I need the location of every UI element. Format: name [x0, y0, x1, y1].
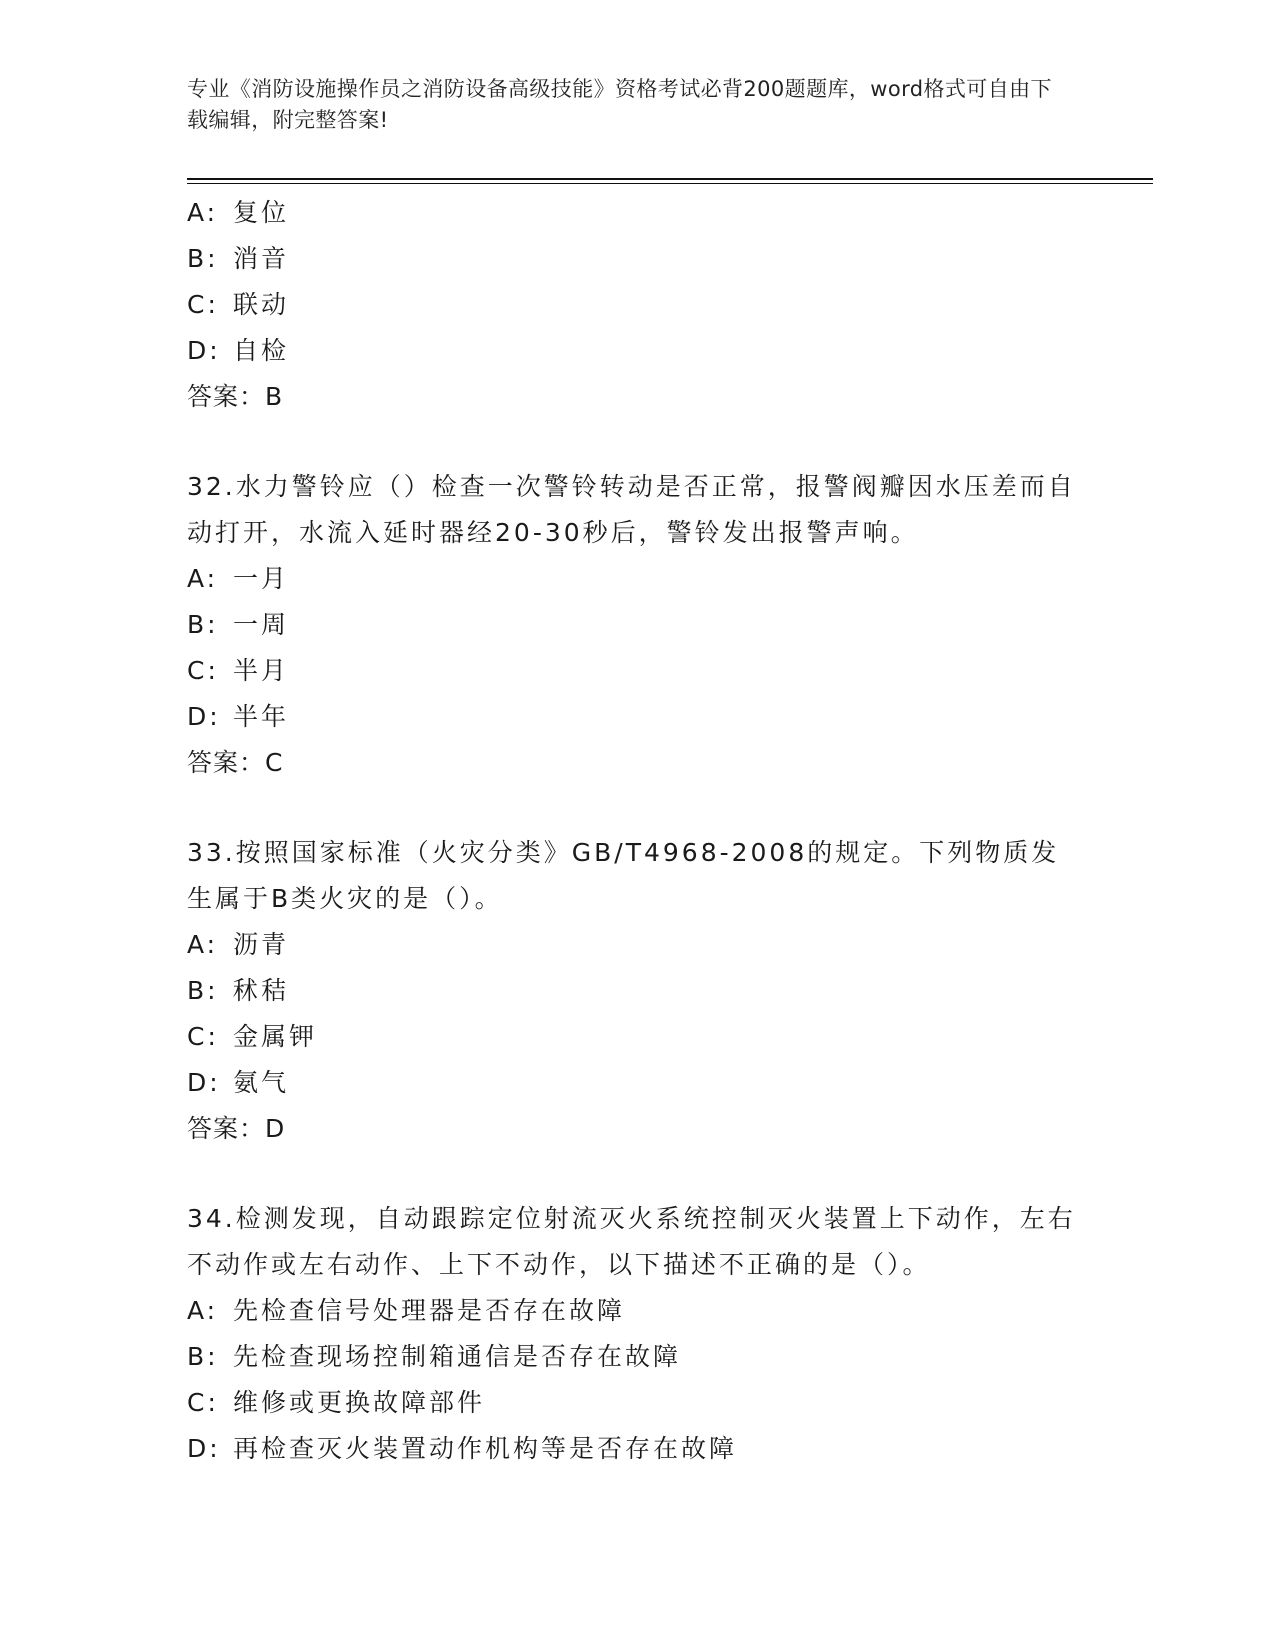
answer: 答案：C: [187, 748, 284, 777]
option-a: A: 复位: [187, 198, 290, 227]
option-b: B: 消音: [187, 244, 290, 273]
option-b: B: 一周: [187, 610, 290, 639]
option-a: A: 沥青: [187, 930, 290, 959]
header-rule-thick: [187, 178, 1153, 180]
option-c: C: 半月: [187, 656, 290, 685]
option-d: D: 再检查灭火装置动作机构等是否存在故障: [187, 1434, 738, 1463]
question-text: 32.水力警铃应（）检查一次警铃转动是否正常，报警阀瓣因水压差而自动打开，水流入延时器经20-30秒后，警铃发出报警声响。: [187, 472, 1076, 547]
answer: 答案：D: [187, 1114, 286, 1143]
question-34: [187, 1196, 1087, 1472]
option-b: B: 先检查现场控制箱通信是否存在故障: [187, 1342, 682, 1371]
option-c: C: 金属钾: [187, 1022, 318, 1051]
option-c: C: 联动: [187, 290, 290, 319]
answer: 答案：B: [187, 382, 284, 411]
document-header: 专业《消防设施操作员之消防设备高级技能》资格考试必背200题题库，word格式可自由下载编辑，附完整答案!: [187, 77, 1052, 132]
header-rule-thin: [187, 183, 1153, 184]
option-d: D: 自检: [187, 336, 290, 365]
option-c: C: 维修或更换故障部件: [187, 1388, 486, 1417]
question-text: 33.按照国家标准（火灾分类》GB/T4968-2008的规定。下列物质发生属于B类火灾的是（）。: [187, 838, 1060, 913]
question-33: [187, 830, 1087, 1152]
option-a: A: 先检查信号处理器是否存在故障: [187, 1296, 626, 1325]
document-body: [187, 190, 1087, 1472]
option-b: B: 秫秸: [187, 976, 290, 1005]
question-32: [187, 464, 1087, 786]
question-31-continued: [187, 190, 1087, 420]
option-d: D: 氨气: [187, 1068, 290, 1097]
option-d: D: 半年: [187, 702, 290, 731]
question-text: 34.检测发现，自动跟踪定位射流灭火系统控制灭火装置上下动作，左右不动作或左右动作、上下不动作，以下描述不正确的是（）。: [187, 1204, 1076, 1279]
option-a: A: 一月: [187, 564, 290, 593]
